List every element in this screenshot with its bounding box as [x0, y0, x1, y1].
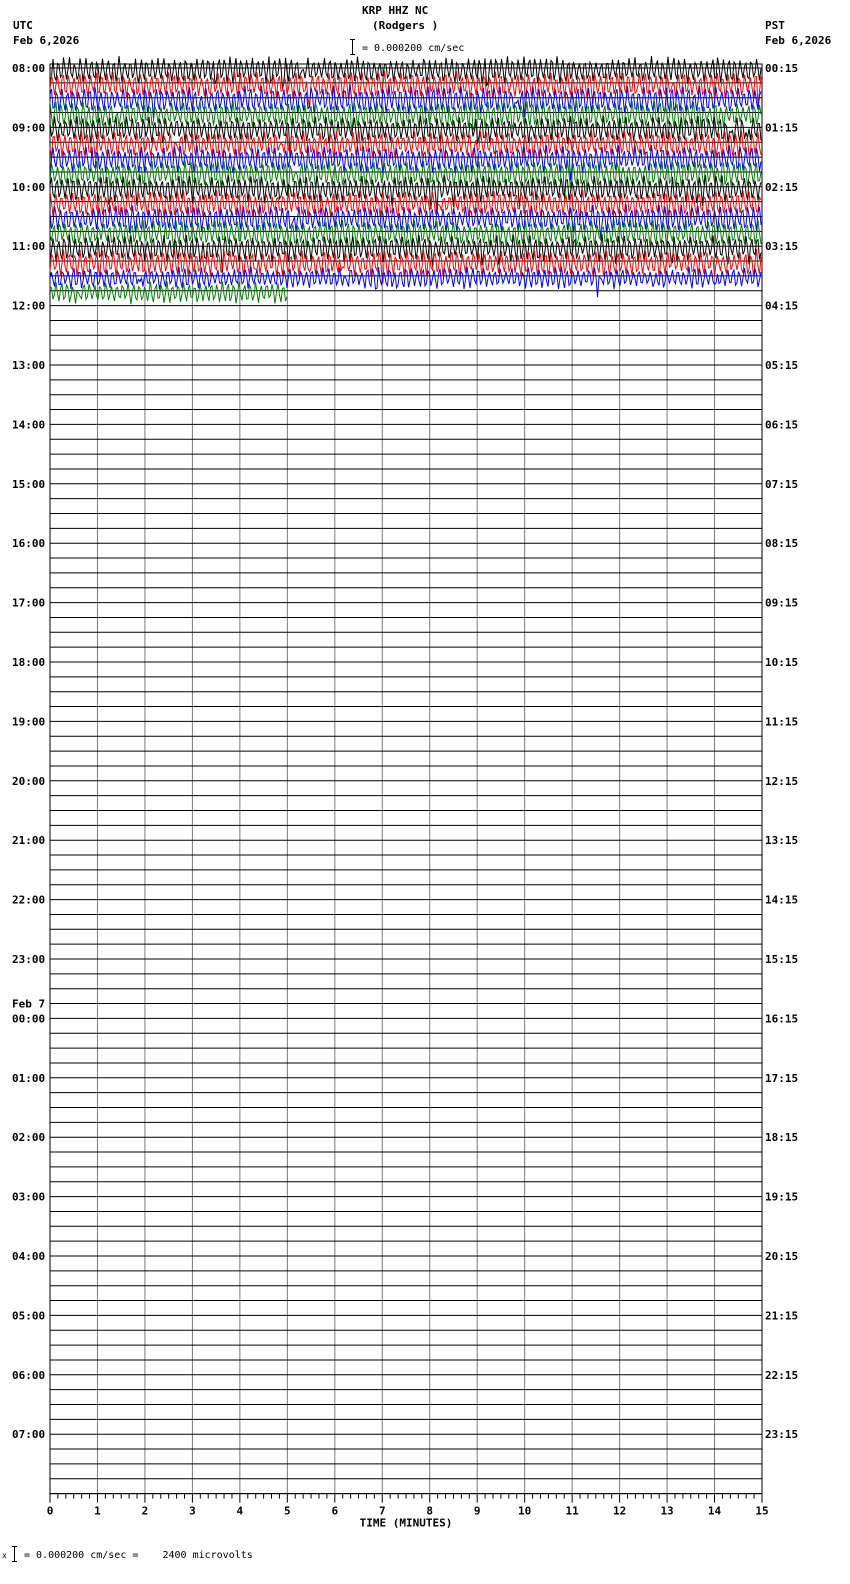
axis-tick-label: 13: [660, 1504, 674, 1518]
axis-tick-label: 7: [378, 1504, 386, 1518]
seismic-trace: [50, 281, 287, 304]
pst-hour-label: 06:15: [765, 418, 799, 432]
pst-hour-label: 16:15: [765, 1012, 799, 1026]
axis-tick-label: 12: [612, 1504, 627, 1518]
utc-hour-label: 08:00: [12, 62, 46, 75]
utc-hour-label: 12:00: [12, 299, 46, 313]
utc-hour-label: 06:00: [12, 1368, 46, 1382]
footer-scale-note: = 0.000200 cm/sec = 2400 microvolts: [24, 1550, 253, 1561]
pst-hour-label: 07:15: [765, 477, 799, 491]
utc-hour-label: 00:00: [12, 1012, 46, 1026]
utc-hour-label: 20:00: [12, 774, 46, 788]
pst-hour-label: 03:15: [765, 240, 799, 254]
utc-hour-label: 09:00: [12, 121, 46, 135]
pst-hour-label: 23:15: [765, 1428, 799, 1442]
pst-hour-label: 04:15: [765, 299, 799, 313]
x-axis-label: TIME (MINUTES): [359, 1516, 453, 1530]
axis-tick-label: 3: [189, 1504, 196, 1518]
pst-hour-label: 13:15: [765, 834, 799, 848]
utc-hour-label: 13:00: [12, 359, 46, 372]
pst-hour-label: 17:15: [765, 1071, 799, 1085]
pst-hour-label: 00:15: [765, 62, 799, 75]
seismic-trace: [50, 220, 761, 252]
utc-hour-label: 22:00: [12, 893, 46, 907]
axis-tick-label: 2: [141, 1504, 149, 1518]
axis-tick-label: 10: [518, 1504, 532, 1518]
axis-tick-label: 8: [426, 1504, 434, 1518]
utc-hour-label: 04:00: [12, 1250, 46, 1263]
utc-hour-label: 17:00: [12, 596, 46, 610]
utc-hour-label: 03:00: [12, 1190, 46, 1204]
pst-hour-label: 20:15: [765, 1250, 799, 1263]
utc-hour-label: 23:00: [12, 953, 46, 966]
axis-tick-label: 0: [46, 1504, 54, 1518]
pst-hour-label: 12:15: [765, 774, 799, 788]
utc-hour-label: 07:00: [12, 1428, 46, 1442]
utc-hour-label: 14:00: [12, 418, 46, 432]
footer-prefix: x: [2, 1551, 7, 1560]
trace-lines: [50, 56, 761, 304]
axis-tick-label: 1: [94, 1504, 101, 1518]
time-axis: [47, 1494, 769, 1530]
right-date: Feb 6,2026: [765, 34, 832, 47]
axis-tick-label: 6: [331, 1504, 339, 1518]
utc-hour-label: 21:00: [12, 834, 46, 848]
pst-hour-label: 05:15: [765, 359, 799, 372]
left-timezone: UTC: [13, 19, 33, 32]
utc-hour-label: 11:00: [12, 240, 46, 254]
pst-hour-label: 10:15: [765, 656, 799, 669]
left-date: Feb 6,2026: [13, 34, 80, 47]
utc-hour-label: 01:00: [12, 1071, 46, 1085]
utc-hour-label: 15:00: [12, 477, 46, 491]
pst-hour-label: 15:15: [765, 953, 799, 966]
axis-tick-label: 5: [284, 1504, 291, 1518]
pst-hour-label: 11:15: [765, 715, 799, 729]
utc-hour-label: 10:00: [12, 180, 46, 194]
axis-tick-label: 4: [236, 1504, 244, 1518]
utc-hour-label: 02:00: [12, 1131, 46, 1145]
axis-tick-label: 15: [755, 1504, 769, 1518]
station-title: KRP HHZ NC: [362, 4, 429, 17]
pst-hour-label: 22:15: [765, 1368, 799, 1382]
pst-hour-label: 08:15: [765, 537, 799, 551]
footer-scale-icon: [12, 1546, 17, 1562]
right-timezone: PST: [765, 19, 785, 32]
pst-hour-label: 21:15: [765, 1309, 799, 1323]
pst-hour-label: 19:15: [765, 1190, 799, 1204]
station-location: (Rodgers ): [372, 19, 439, 32]
day-change-label: Feb 7: [12, 997, 46, 1011]
pst-hour-label: 01:15: [765, 121, 799, 135]
utc-hour-label: 18:00: [12, 656, 46, 669]
pst-hour-label: 02:15: [765, 180, 799, 194]
pst-hour-label: 18:15: [765, 1131, 799, 1145]
scale-text: = 0.000200 cm/sec: [362, 43, 465, 54]
pst-hour-label: 14:15: [765, 893, 799, 907]
utc-hour-label: 16:00: [12, 537, 46, 551]
utc-hour-label: 19:00: [12, 715, 46, 729]
axis-tick-label: 11: [565, 1504, 579, 1518]
utc-hour-label: 05:00: [12, 1309, 46, 1323]
axis-tick-label: 9: [473, 1504, 481, 1518]
seismic-trace: [50, 267, 761, 298]
pst-hour-label: 09:15: [765, 596, 799, 610]
axis-tick-label: 14: [707, 1504, 722, 1518]
